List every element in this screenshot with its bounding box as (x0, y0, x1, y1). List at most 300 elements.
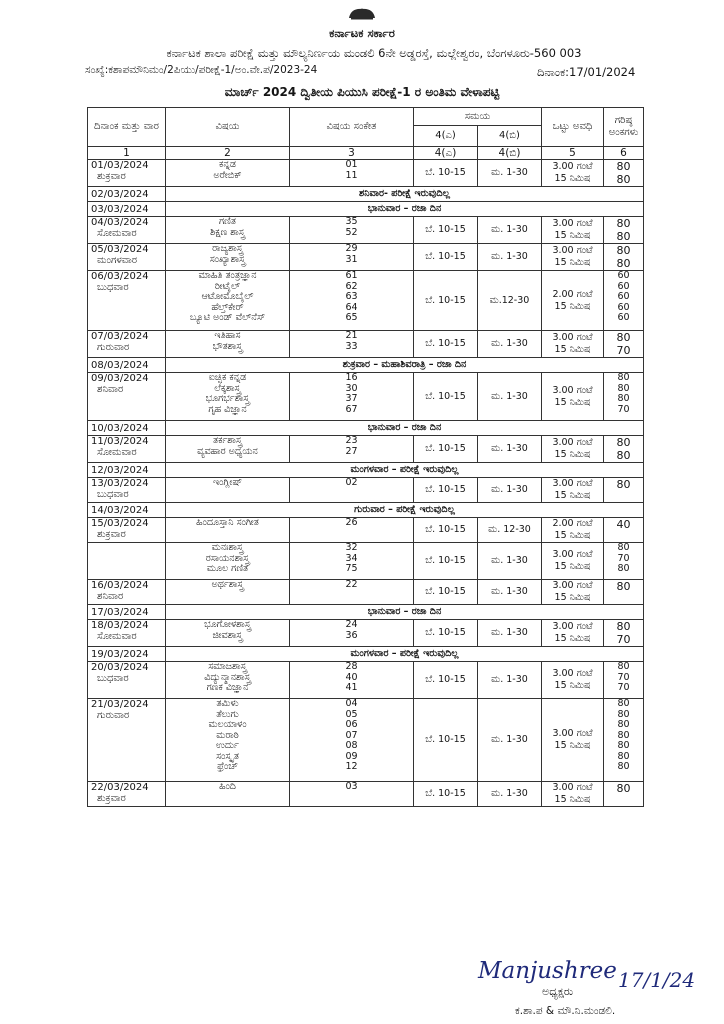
duration-cell (542, 436, 604, 463)
subject-name: ಮನಃಶಾಸ್ತ್ರ (211, 542, 244, 553)
duration-text: 3.00 ಗಂಟೆ (552, 384, 593, 396)
subject-name: ಭೌತಶಾಸ್ತ್ರ (212, 340, 243, 352)
exam-row (88, 518, 644, 543)
subject-name: ಗೃಹ ವಿಜ್ಞಾನ (208, 403, 247, 415)
marks-cell (604, 580, 644, 605)
signature-date: 17/1/24 (618, 968, 696, 992)
max-marks-value: 80 (616, 331, 631, 344)
end-time-cell: ಮ. 1-30 (478, 331, 542, 358)
subject-cell (166, 271, 290, 331)
duration-text: 15 ನಿಮಿಷ (554, 490, 591, 501)
end-time-cell: ಮ. 1-30 (478, 373, 542, 421)
max-marks-value: 80 (616, 449, 631, 462)
marks-cell (604, 436, 644, 463)
max-marks-value: 80 (616, 173, 631, 186)
max-marks-value: 80 (617, 729, 630, 741)
subject-code: 02 (345, 477, 358, 488)
date-day-cell (88, 543, 166, 580)
date-day-cell (88, 160, 166, 187)
duration-cell (542, 331, 604, 358)
holiday-row (88, 605, 644, 620)
date-cell: 10/03/2024 (88, 421, 166, 436)
subject-code: 37 (345, 393, 358, 404)
max-marks-value: 80 (617, 719, 630, 730)
marks-cell (604, 271, 644, 331)
exam-date: 06/03/2024 (91, 271, 149, 282)
duration-text: 3.00 ಗಂಟೆ (552, 549, 593, 560)
duration-cell (542, 244, 604, 271)
max-marks-value: 70 (617, 682, 630, 693)
duration-text: 15 ನಿಮಿಷ (554, 300, 591, 312)
end-time-cell: ಮ. 1-30 (478, 244, 542, 271)
subject-name: ಹೆಲ್ತ್‌ಕೇರ್ (211, 301, 244, 313)
subject-cell (166, 160, 290, 187)
max-marks-value: 80 (616, 244, 631, 257)
duration-text: 3.00 ಗಂಟೆ (552, 782, 593, 793)
col-header-time-a: 4(ಎ) (414, 126, 478, 147)
subject-cell (166, 518, 290, 543)
subject-name: ಬ್ಯೂಟಿ ಅಂಡ್ ವೆಲ್‌ನೆಸ್ (189, 312, 266, 323)
exam-weekday: ಗುರುವಾರ (97, 342, 130, 353)
max-marks-value: 60 (617, 270, 630, 281)
start-time-cell: ಬೆ. 10-15 (414, 662, 478, 699)
max-marks-value: 80 (616, 478, 631, 491)
exam-row (88, 580, 644, 605)
marks-cell (604, 620, 644, 647)
subject-name: ರಾಜ್ಯಶಾಸ್ತ್ರ (212, 243, 243, 254)
exam-date: 18/03/2024 (91, 620, 149, 631)
duration-text: 15 ನಿಮಿಷ (554, 396, 591, 408)
marks-cell (604, 543, 644, 580)
col-number: 5 (542, 147, 604, 160)
duration-text: 3.00 ಗಂಟೆ (552, 437, 593, 448)
max-marks-value: 60 (617, 291, 630, 302)
marks-cell (604, 478, 644, 503)
date-day-cell (88, 217, 166, 244)
end-time-cell: ಮ.12-30 (478, 271, 542, 331)
max-marks-value: 70 (617, 671, 630, 683)
subject-code: 63 (345, 291, 358, 302)
date-day-cell (88, 518, 166, 543)
subject-name: ಭೂಗರ್ಭಶಾಸ್ತ್ರ (205, 393, 250, 404)
holiday-row (88, 202, 644, 217)
subject-code: 67 (345, 403, 358, 415)
exam-timetable (87, 107, 644, 807)
start-time-cell: ಬೆ. 10-15 (414, 436, 478, 463)
subject-cell (166, 543, 290, 580)
subject-code: 06 (345, 719, 358, 730)
subject-name: ರಸಾಯನಶಾಸ್ತ್ರ (205, 552, 250, 564)
col-header-date-day: ದಿನಾಂಕ ಮತ್ತು ವಾರ (88, 108, 166, 147)
end-time-cell: ಮ. 1-30 (478, 436, 542, 463)
holiday-note: ಭಾನುವಾರ – ರಜಾ ದಿನ (166, 202, 644, 217)
max-marks-value: 70 (616, 633, 631, 646)
date-day-cell (88, 331, 166, 358)
subject-cell (166, 331, 290, 358)
max-marks-value: 80 (616, 580, 631, 593)
start-time-cell: ಬೆ. 10-15 (414, 543, 478, 580)
col-header-subject: ವಿಷಯ (166, 108, 290, 147)
exam-date: 13/03/2024 (91, 478, 149, 489)
subject-name: ತೆಲುಗು (216, 708, 239, 720)
duration-cell (542, 580, 604, 605)
max-marks-value: 70 (617, 403, 630, 415)
subject-code: 65 (345, 312, 358, 323)
duration-text: 15 ನಿಮಿಷ (554, 344, 591, 355)
start-time-cell: ಬೆ. 10-15 (414, 478, 478, 503)
exam-weekday: ಬುಧವಾರ (97, 489, 129, 500)
max-marks-value: 80 (617, 750, 630, 762)
date-cell: 03/03/2024 (88, 202, 166, 217)
start-time-cell: ಬೆ. 10-15 (414, 782, 478, 807)
code-cell (290, 662, 414, 699)
exam-date: 09/03/2024 (91, 373, 149, 384)
date-day-cell (88, 244, 166, 271)
max-marks-value: 80 (616, 230, 631, 243)
subject-code: 23 (345, 435, 358, 446)
subject-code: 16 (345, 372, 358, 383)
subject-name: ಇತಿಹಾಸ (214, 330, 241, 341)
exam-row (88, 217, 644, 244)
subject-cell (166, 620, 290, 647)
subject-code: 26 (345, 517, 358, 528)
duration-text: 15 ನಿಮಿಷ (554, 794, 591, 805)
subject-code: 41 (345, 682, 358, 693)
col-number: 4(ಬಿ) (478, 147, 542, 160)
signatory-organization: ಕ.ಶಾ.ಪ & ಮೌ.ನಿ.ಮಂಡಲಿ. (515, 1005, 616, 1017)
duration-text: 15 ನಿಮಿಷ (554, 449, 591, 460)
code-cell (290, 217, 414, 244)
holiday-note: ಗುರುವಾರ – ಪರೀಕ್ಷೆ ಇರುವುದಿಲ್ಲ (166, 503, 644, 518)
subject-name: ಮಲಯಾಳಂ (208, 719, 247, 730)
max-marks-value: 80 (616, 160, 631, 173)
exam-row (88, 373, 644, 421)
col-number: 6 (604, 147, 644, 160)
subject-code: 07 (345, 729, 358, 741)
date-cell: 12/03/2024 (88, 463, 166, 478)
subject-code: 28 (345, 661, 358, 672)
subject-name: ಅರ್ಥಶಾಸ್ತ್ರ (211, 579, 244, 590)
subject-name: ಕನ್ನಡ (219, 159, 236, 170)
subject-name: ಮರಾಠಿ (216, 729, 239, 741)
marks-cell (604, 782, 644, 807)
subject-name: ತಮಿಳು (216, 698, 239, 709)
max-marks-value: 80 (617, 382, 630, 394)
duration-cell (542, 217, 604, 244)
subject-name: ಸಮಾಜಶಾಸ್ತ್ರ (208, 661, 247, 672)
subject-code: 09 (345, 750, 358, 762)
max-marks-value: 80 (616, 436, 631, 449)
exam-row (88, 271, 644, 331)
subject-name: ಅರೇಬಿಕ್ (213, 169, 242, 181)
code-cell (290, 244, 414, 271)
exam-date: 15/03/2024 (91, 518, 149, 529)
marks-cell (604, 518, 644, 543)
exam-date: 22/03/2024 (91, 782, 149, 793)
col-header-max-marks: ಗರಿಷ್ಠ ಅಂಕಗಳು (604, 108, 644, 147)
holiday-row (88, 503, 644, 518)
holiday-note: ಮಂಗಳವಾರ – ಪರೀಕ್ಷೆ ಇರುವುದಿಲ್ಲ (166, 463, 644, 478)
code-cell (290, 543, 414, 580)
subject-name: ಐಚ್ಛಿಕ ಕನ್ನಡ (208, 372, 247, 383)
max-marks-value: 80 (617, 698, 630, 709)
max-marks-value: 60 (617, 301, 630, 313)
start-time-cell: ಬೆ. 10-15 (414, 580, 478, 605)
exam-row (88, 331, 644, 358)
max-marks-value: 80 (617, 393, 630, 404)
duration-text: 15 ನಿಮಿಷ (554, 230, 591, 241)
government-name: ಕರ್ನಾಟಕ ಸರ್ಕಾರ (329, 26, 395, 40)
duration-text: 3.00 ಗಂಟೆ (552, 332, 593, 343)
karnataka-emblem-icon (345, 6, 379, 20)
subject-code: 05 (345, 708, 358, 720)
max-marks-value: 40 (616, 518, 631, 531)
exam-row (88, 620, 644, 647)
code-cell (290, 620, 414, 647)
subject-code: 22 (345, 579, 358, 590)
code-cell (290, 699, 414, 782)
start-time-cell: ಬೆ. 10-15 (414, 271, 478, 331)
exam-date: 05/03/2024 (91, 244, 149, 255)
subject-code: 40 (345, 671, 358, 683)
subject-name: ಸಂಖ್ಯಾಶಾಸ್ತ್ರ (209, 253, 246, 265)
duration-cell (542, 478, 604, 503)
subject-code: 35 (345, 216, 358, 227)
date-day-cell (88, 580, 166, 605)
marks-cell (604, 160, 644, 187)
subject-name: ರೀಟೈಲ್ (214, 280, 241, 292)
subject-cell (166, 662, 290, 699)
holiday-row (88, 421, 644, 436)
date-cell: 02/03/2024 (88, 187, 166, 202)
subject-code: 29 (345, 243, 358, 254)
max-marks-value: 80 (616, 257, 631, 270)
subject-cell (166, 373, 290, 421)
subject-name: ಭೂಗೋಳಶಾಸ್ತ್ರ (204, 619, 251, 630)
holiday-row (88, 647, 644, 662)
exam-date: 20/03/2024 (91, 662, 149, 673)
end-time-cell: ಮ. 1-30 (478, 620, 542, 647)
subject-code: 64 (345, 301, 358, 313)
date-day-cell (88, 620, 166, 647)
subject-name: ವ್ಯವಹಾರ ಅಧ್ಯಯನ (197, 445, 258, 457)
holiday-note: ಶುಕ್ರವಾರ – ಮಹಾಶಿವರಾತ್ರಿ – ರಜಾ ದಿನ (166, 358, 644, 373)
exam-date: 04/03/2024 (91, 217, 149, 228)
duration-text: 2.00 ಗಂಟೆ (552, 518, 593, 529)
exam-weekday: ಮಂಗಳವಾರ (97, 255, 138, 266)
end-time-cell: ಮ. 1-30 (478, 580, 542, 605)
col-number: 4(ಎ) (414, 147, 478, 160)
date-day-cell (88, 699, 166, 782)
document-date: ದಿನಾಂಕ:17/01/2024 (537, 65, 636, 79)
subject-name: ತರ್ಕಶಾಸ್ತ್ರ (213, 435, 242, 446)
exam-row (88, 478, 644, 503)
subject-code: 52 (345, 226, 358, 238)
date-day-cell (88, 782, 166, 807)
exam-weekday: ಶುಕ್ರವಾರ (97, 793, 126, 804)
exam-weekday: ಶನಿವಾರ (97, 591, 124, 602)
end-time-cell: ಮ. 1-30 (478, 217, 542, 244)
handwritten-signature: Manjushree (478, 958, 617, 984)
duration-cell (542, 620, 604, 647)
subject-name: ಆಟೋಮೊಬೈಲ್ (201, 291, 254, 302)
exam-weekday: ಬುಧವಾರ (97, 282, 129, 293)
duration-cell (542, 662, 604, 699)
date-cell: 08/03/2024 (88, 358, 166, 373)
duration-text: 3.00 ಗಂಟೆ (552, 580, 593, 591)
subject-name: ವಿದ್ಯುನ್ಮಾನಶಾಸ್ತ್ರ (204, 671, 251, 683)
col-number: 3 (290, 147, 414, 160)
subject-code: 01 (345, 159, 358, 170)
duration-text: 3.00 ಗಂಟೆ (552, 621, 593, 632)
subject-name: ಗಣಿತ (219, 216, 236, 227)
duration-cell (542, 699, 604, 782)
max-marks-value: 60 (617, 280, 630, 292)
exam-weekday: ಬುಧವಾರ (97, 673, 129, 684)
exam-weekday: ಶನಿವಾರ (97, 384, 124, 395)
exam-weekday: ಶುಕ್ರವಾರ (97, 171, 126, 182)
start-time-cell: ಬೆ. 10-15 (414, 699, 478, 782)
end-time-cell: ಮ. 1-30 (478, 662, 542, 699)
subject-code: 32 (345, 542, 358, 553)
subject-code: 21 (345, 330, 358, 341)
holiday-note: ಮಂಗಳವಾರ – ಪರೀಕ್ಷೆ ಇರುವುದಿಲ್ಲ (166, 647, 644, 662)
subject-cell (166, 478, 290, 503)
duration-text: 15 ನಿಮಿಷ (554, 633, 591, 644)
subject-cell (166, 782, 290, 807)
code-cell (290, 160, 414, 187)
subject-name: ಮೂಲ ಗಣಿತ (206, 563, 249, 574)
subject-code: 11 (345, 169, 358, 181)
max-marks-value: 80 (617, 661, 630, 672)
subject-code: 12 (345, 761, 358, 772)
reference-number: ಸಂಖ್ಯೆ:ಕಶಾಪಮೌನಿಮಂ/2ಪಿಯು/ಪರೀಕ್ಷೆ-1/ಅಂ.ವೇ.ಪ/2023-24 (85, 64, 318, 76)
duration-text: 3.00 ಗಂಟೆ (552, 218, 593, 229)
board-name-address: ಕರ್ನಾಟಕ ಶಾಲಾ ಪರೀಕ್ಷೆ ಮತ್ತು ಮೌಲ್ಯನಿರ್ಣಯ ಮಂಡಲಿ 6ನೇ ಅಡ್ಡರಸ್ತೆ, ಮಲ್ಲೇಶ್ವರಂ, ಬೆಂಗಳೂರು-560 003 (166, 46, 582, 60)
end-time-cell: ಮ. 1-30 (478, 478, 542, 503)
subject-name: ಲೆಕ್ಕಶಾಸ್ತ್ರ (214, 382, 241, 394)
exam-weekday: ಸೋಮವಾರ (97, 447, 137, 458)
start-time-cell: ಬೆ. 10-15 (414, 244, 478, 271)
max-marks-value: 80 (617, 372, 630, 383)
exam-row (88, 244, 644, 271)
duration-text: 15 ನಿಮಿಷ (554, 561, 591, 572)
subject-name: ಮಾಹಿತಿ ತಂತ್ರಜ್ಞಾನ (198, 270, 257, 281)
code-cell (290, 436, 414, 463)
subject-cell (166, 580, 290, 605)
exam-weekday: ಸೋಮವಾರ (97, 631, 137, 642)
marks-cell (604, 331, 644, 358)
duration-text: 3.00 ಗಂಟೆ (552, 668, 593, 679)
subject-code: 33 (345, 340, 358, 352)
subject-cell (166, 699, 290, 782)
subject-name: ಹಿಂದಿ (219, 781, 236, 792)
max-marks-value: 80 (617, 563, 630, 574)
duration-text: 15 ನಿಮಿಷ (554, 680, 591, 691)
subject-name: ಫ್ರೆಂಚ್ (217, 761, 238, 772)
holiday-note: ಭಾನುವಾರ – ರಜಾ ದಿನ (166, 421, 644, 436)
max-marks-value: 80 (617, 761, 630, 772)
exam-date: 11/03/2024 (91, 436, 149, 447)
subject-cell (166, 244, 290, 271)
marks-cell (604, 373, 644, 421)
holiday-note: ಭಾನುವಾರ – ರಜಾ ದಿನ (166, 605, 644, 620)
code-cell (290, 782, 414, 807)
col-header-total-duration: ಒಟ್ಟು ಅವಧಿ (542, 108, 604, 147)
subject-code: 31 (345, 253, 358, 265)
exam-row (88, 662, 644, 699)
duration-cell (542, 271, 604, 331)
date-cell: 17/03/2024 (88, 605, 166, 620)
subject-code: 36 (345, 629, 358, 641)
subject-code: 61 (345, 270, 358, 281)
duration-text: 15 ನಿಮಿಷ (554, 592, 591, 603)
duration-text: 3.00 ಗಂಟೆ (552, 245, 593, 256)
signatory-title: ಅಧ್ಯಕ್ಷರು (542, 985, 574, 998)
duration-text: 15 ನಿಮಿಷ (554, 173, 591, 184)
exam-weekday: ಶುಕ್ರವಾರ (97, 529, 126, 540)
date-cell: 19/03/2024 (88, 647, 166, 662)
end-time-cell: ಮ. 12-30 (478, 518, 542, 543)
max-marks-value: 80 (616, 782, 631, 795)
duration-text: 15 ನಿಮಿಷ (554, 257, 591, 268)
subject-code: 27 (345, 445, 358, 457)
marks-cell (604, 217, 644, 244)
end-time-cell: ಮ. 1-30 (478, 782, 542, 807)
code-cell (290, 331, 414, 358)
subject-code: 24 (345, 619, 358, 630)
date-day-cell (88, 436, 166, 463)
max-marks-value: 80 (617, 740, 630, 751)
duration-cell (542, 782, 604, 807)
exam-row (88, 782, 644, 807)
subject-name: ಹಿಂದೂಸ್ತಾನಿ ಸಂಗೀತ (196, 517, 259, 528)
code-cell (290, 518, 414, 543)
date-day-cell (88, 271, 166, 331)
timetable-title: ಮಾರ್ಚ್ 2024 ದ್ವಿತೀಯ ಪಿಯುಸಿ ಪರೀಕ್ಷೆ-1 ರ ಅಂತಿಮ ವೇಳಾಪಟ್ಟಿ (224, 85, 500, 99)
code-cell (290, 478, 414, 503)
max-marks-value: 70 (616, 344, 631, 357)
max-marks-value: 80 (616, 620, 631, 633)
duration-text: 3.00 ಗಂಟೆ (552, 161, 593, 172)
start-time-cell: ಬೆ. 10-15 (414, 373, 478, 421)
start-time-cell: ಬೆ. 10-15 (414, 620, 478, 647)
max-marks-value: 80 (617, 542, 630, 553)
subject-cell (166, 436, 290, 463)
subject-name: ಸಂಸ್ಕೃತ (216, 750, 239, 762)
start-time-cell: ಬೆ. 10-15 (414, 160, 478, 187)
subject-code: 30 (345, 382, 358, 394)
duration-text: 3.00 ಗಂಟೆ (552, 478, 593, 489)
duration-cell (542, 373, 604, 421)
subject-name: ಗಣಕ ವಿಜ್ಞಾನ (206, 682, 249, 693)
max-marks-value: 60 (617, 312, 630, 323)
col-header-time-b: 4(ಬಿ) (478, 126, 542, 147)
start-time-cell: ಬೆ. 10-15 (414, 217, 478, 244)
exam-weekday: ಸೋಮವಾರ (97, 228, 137, 239)
exam-row (88, 543, 644, 580)
max-marks-value: 70 (617, 552, 630, 564)
duration-cell (542, 543, 604, 580)
col-number: 2 (166, 147, 290, 160)
col-header-time: ಸಮಯ (414, 108, 542, 126)
code-cell (290, 271, 414, 331)
marks-cell (604, 244, 644, 271)
max-marks-value: 80 (617, 708, 630, 720)
date-cell: 14/03/2024 (88, 503, 166, 518)
date-day-cell (88, 662, 166, 699)
max-marks-value: 80 (616, 217, 631, 230)
